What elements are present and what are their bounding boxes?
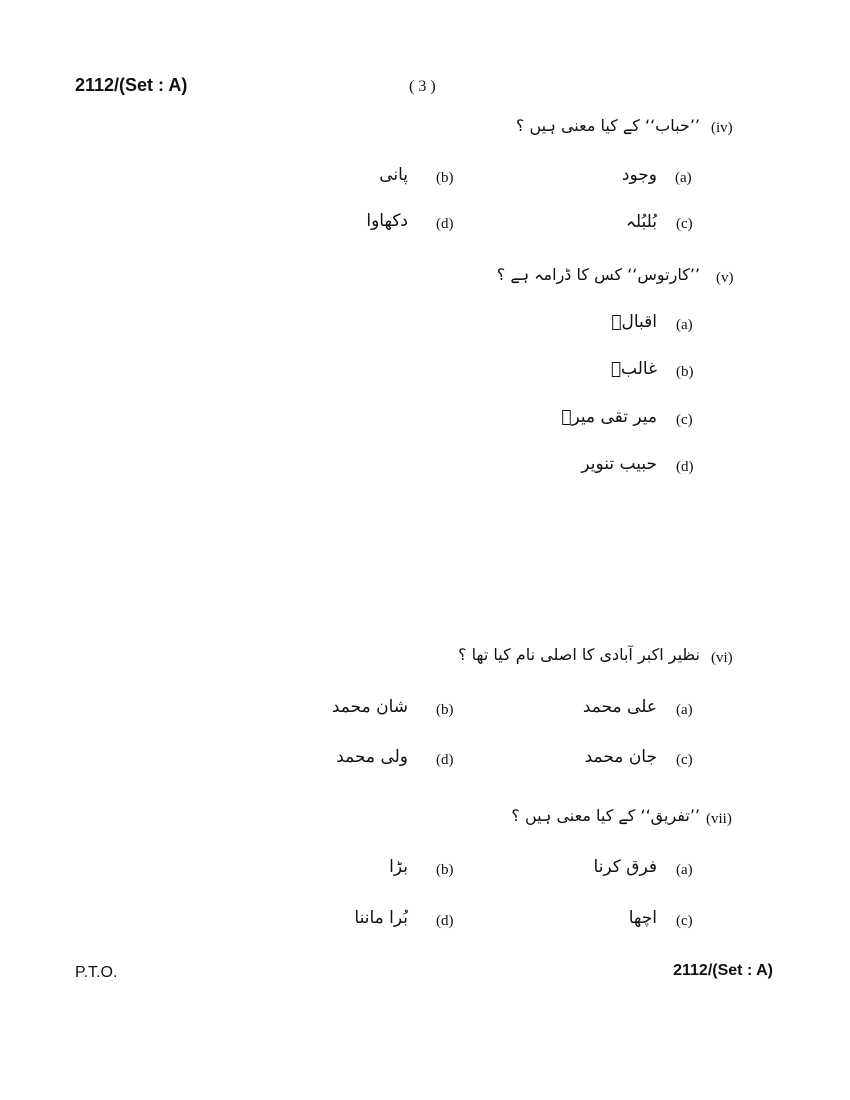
option-text: شان محمد bbox=[331, 697, 408, 717]
option-label: (c) bbox=[676, 412, 693, 428]
option-text: وجود bbox=[621, 165, 657, 185]
option-label: (c) bbox=[676, 216, 693, 232]
question-number: (vi) bbox=[711, 650, 733, 666]
option-label: (d) bbox=[676, 459, 694, 475]
option-text: دکھاوا bbox=[366, 211, 408, 231]
option-text: پانی bbox=[379, 165, 408, 185]
question-text: ’’حباب‘‘ کے کیا معنی ہیں ؟ bbox=[515, 116, 700, 135]
question-text: ’’کارتوس‘‘ کس کا ڈرامہ ہے ؟ bbox=[496, 265, 700, 284]
pto-label: P.T.O. bbox=[75, 964, 118, 981]
option-label: (b) bbox=[676, 364, 694, 380]
option-text: علی محمد bbox=[582, 697, 657, 717]
option-label: (d) bbox=[436, 216, 454, 232]
option-text: اچھا bbox=[628, 908, 657, 928]
option-label: (c) bbox=[676, 752, 693, 768]
option-text: اقبالؔ bbox=[611, 312, 657, 332]
question-number: (vii) bbox=[706, 811, 732, 827]
footer-paper-code: 2112/(Set : A) bbox=[673, 962, 773, 979]
option-label: (c) bbox=[676, 913, 693, 929]
option-text: بُلبُلہ bbox=[625, 212, 657, 232]
option-label: (a) bbox=[676, 317, 693, 333]
option-text: میر تقی میرؔ bbox=[561, 407, 657, 427]
option-text: فرق کرنا bbox=[593, 857, 657, 877]
option-label: (a) bbox=[675, 170, 692, 186]
option-label: (d) bbox=[436, 752, 454, 768]
option-text: غالبؔ bbox=[610, 359, 657, 379]
page-number: ( 3 ) bbox=[409, 78, 436, 95]
option-label: (a) bbox=[676, 702, 693, 718]
option-label: (b) bbox=[436, 862, 454, 878]
option-label: (d) bbox=[436, 913, 454, 929]
paper-code: 2112/(Set : A) bbox=[75, 75, 188, 95]
option-label: (b) bbox=[436, 702, 454, 718]
option-text: ولی محمد bbox=[336, 747, 408, 767]
question-number: (v) bbox=[716, 270, 734, 286]
question-text: ’’تفریق‘‘ کے کیا معنی ہیں ؟ bbox=[511, 806, 700, 825]
option-text: بُرا ماننا bbox=[354, 908, 408, 928]
option-text: بڑا bbox=[389, 857, 408, 877]
option-text: جان محمد bbox=[584, 747, 657, 767]
option-text: حبیب تنویر bbox=[581, 454, 657, 474]
question-text: نظیر اکبر آبادی کا اصلی نام کیا تھا ؟ bbox=[458, 645, 700, 664]
option-label: (a) bbox=[676, 862, 693, 878]
question-number: (iv) bbox=[711, 120, 733, 136]
option-label: (b) bbox=[436, 170, 454, 186]
